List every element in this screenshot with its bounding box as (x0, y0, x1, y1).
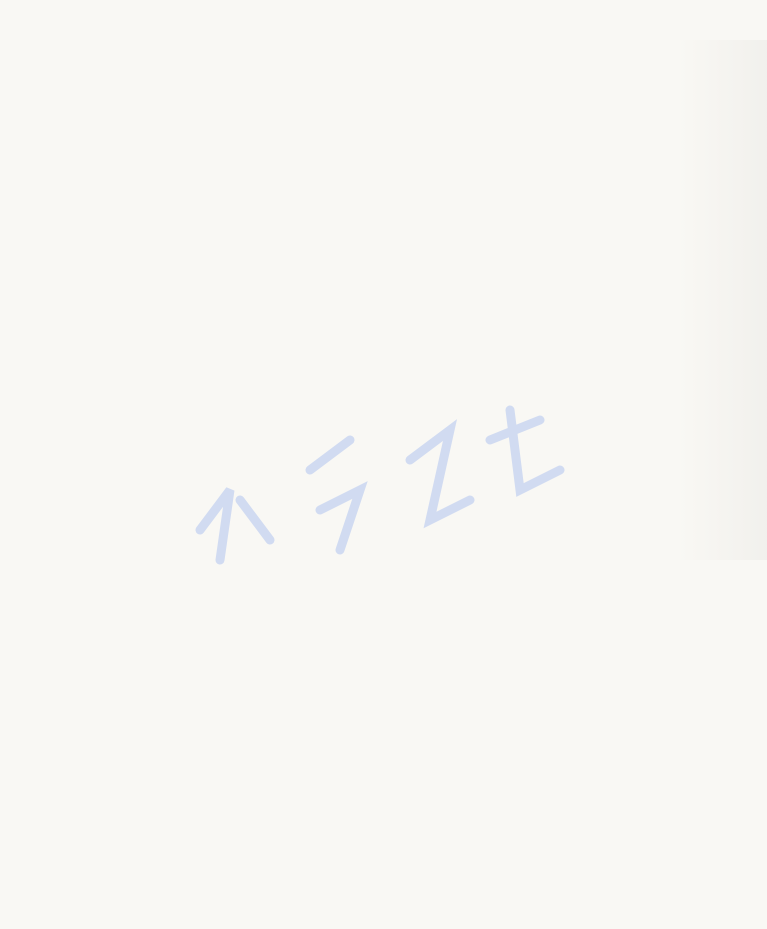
bleed-through-shadow (677, 40, 767, 560)
watermark-glyphs (160, 380, 640, 600)
part-ii-heading (118, 463, 146, 479)
section-b-line1 (124, 140, 138, 156)
